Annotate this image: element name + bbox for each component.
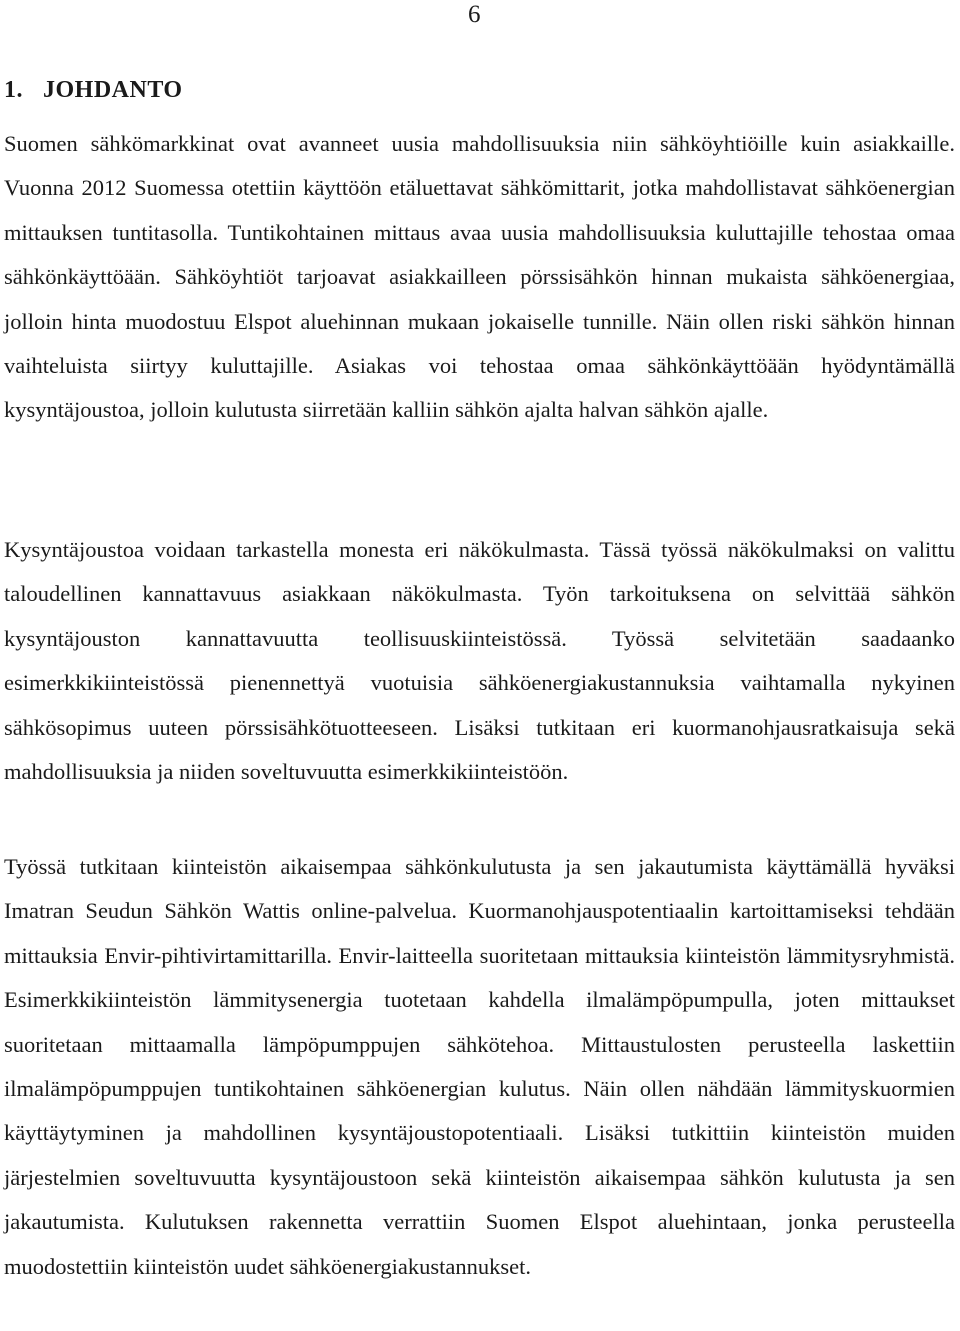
page-number: 6 [468, 1, 481, 28]
section-heading [4, 74, 183, 106]
paragraph-introduction: Suomen sähkömarkkinat ovat avanneet uusia mahdollisuuksia niin sähköyhtiöille kuin asiakkaille. Vuonna 2012 Suomessa otettiin käyttöön etäluettavat sähkömittarit, jotka mahdollistavat sähköenergian mittauksen tuntitasolla. Tuntikohtainen mittaus avaa uusia mahdollisuuksia kuluttajille tehostaa omaa sähkönkäyttöään. Sähköyhtiöt tarjoavat asiakkailleen pörssisähkön hinnan mukaista sähköenergiaa, jolloin hinta muodostuu Elspot aluehinnan mukaan jokaiselle tunnille. Näin ollen riski sähkön hinnan vaihteluista siirtyy kuluttajille. Asiakas voi tehostaa omaa sähkönkäyttöään hyödyntämällä kysyntäjoustoa, jolloin kulutusta siirretään kalliin sähkön ajalta halvan sähkön ajalle. [4, 131, 955, 423]
paragraph-methods: Työssä tutkitaan kiinteistön aikaisempaa sähkönkulutusta ja sen jakautumista käyttämällä hyväksi Imatran Seudun Sähkön Wattis online-palvelua. Kuormanohjauspotentiaalin kartoittamiseksi tehdään mittauksia Envir-pihtivirtamittarilla. Envir-laitteella suoritetaan mittauksia kiinteistön lämmitysryhmistä. Esimerkkikiinteistön lämmitysenergia tuotetaan kahdella ilmalämpöpumpulla, joten mittaukset suoritetaan mittaamalla lämpöpumppujen sähkötehoa. Mittaustulosten perusteella laskettiin ilmalämpöpumppujen tuntikohtainen sähköenergian kulutus. Näin ollen nähdään lämmityskuormien käyttäytyminen ja mahdollinen kysyntäjoustopotentiaali. Lisäksi tutkittiin kiinteistön muiden järjestelmien soveltuvuutta kysyntäjoustoon sekä kiinteistön aikaisempaa sähkön kulutusta ja sen jakautumista. Kulutuksen rakennetta verrattiin Suomen Elspot aluehintaan, jonka perusteella muodostettiin kiinteistön uudet sähköenergiakustannukset. [4, 854, 955, 1279]
section-title: JOHDANTO [43, 77, 183, 103]
section-number: 1. [4, 77, 23, 103]
paragraph-objective: Kysyntäjoustoa voidaan tarkastella monesta eri näkökulmasta. Tässä työssä näkökulmaksi on valittu taloudellinen kannattavuus asiakkaan näkökulmasta. Työn tarkoituksena on selvittää sähkön kysyntäjouston kannattavuutta teollisuuskiinteistössä. Työssä selvitetään saadaanko esimerkkikiinteistössä pienennettyä vuotuisia sähköenergiakustannuksia vaihtamalla nykyinen sähkösopimus uuteen pörssisähkötuotteeseen. Lisäksi tutkitaan eri kuormanohjausratkaisuja sekä mahdollisuuksia ja niiden soveltuvuutta esimerkkikiinteistöön. [4, 537, 955, 785]
